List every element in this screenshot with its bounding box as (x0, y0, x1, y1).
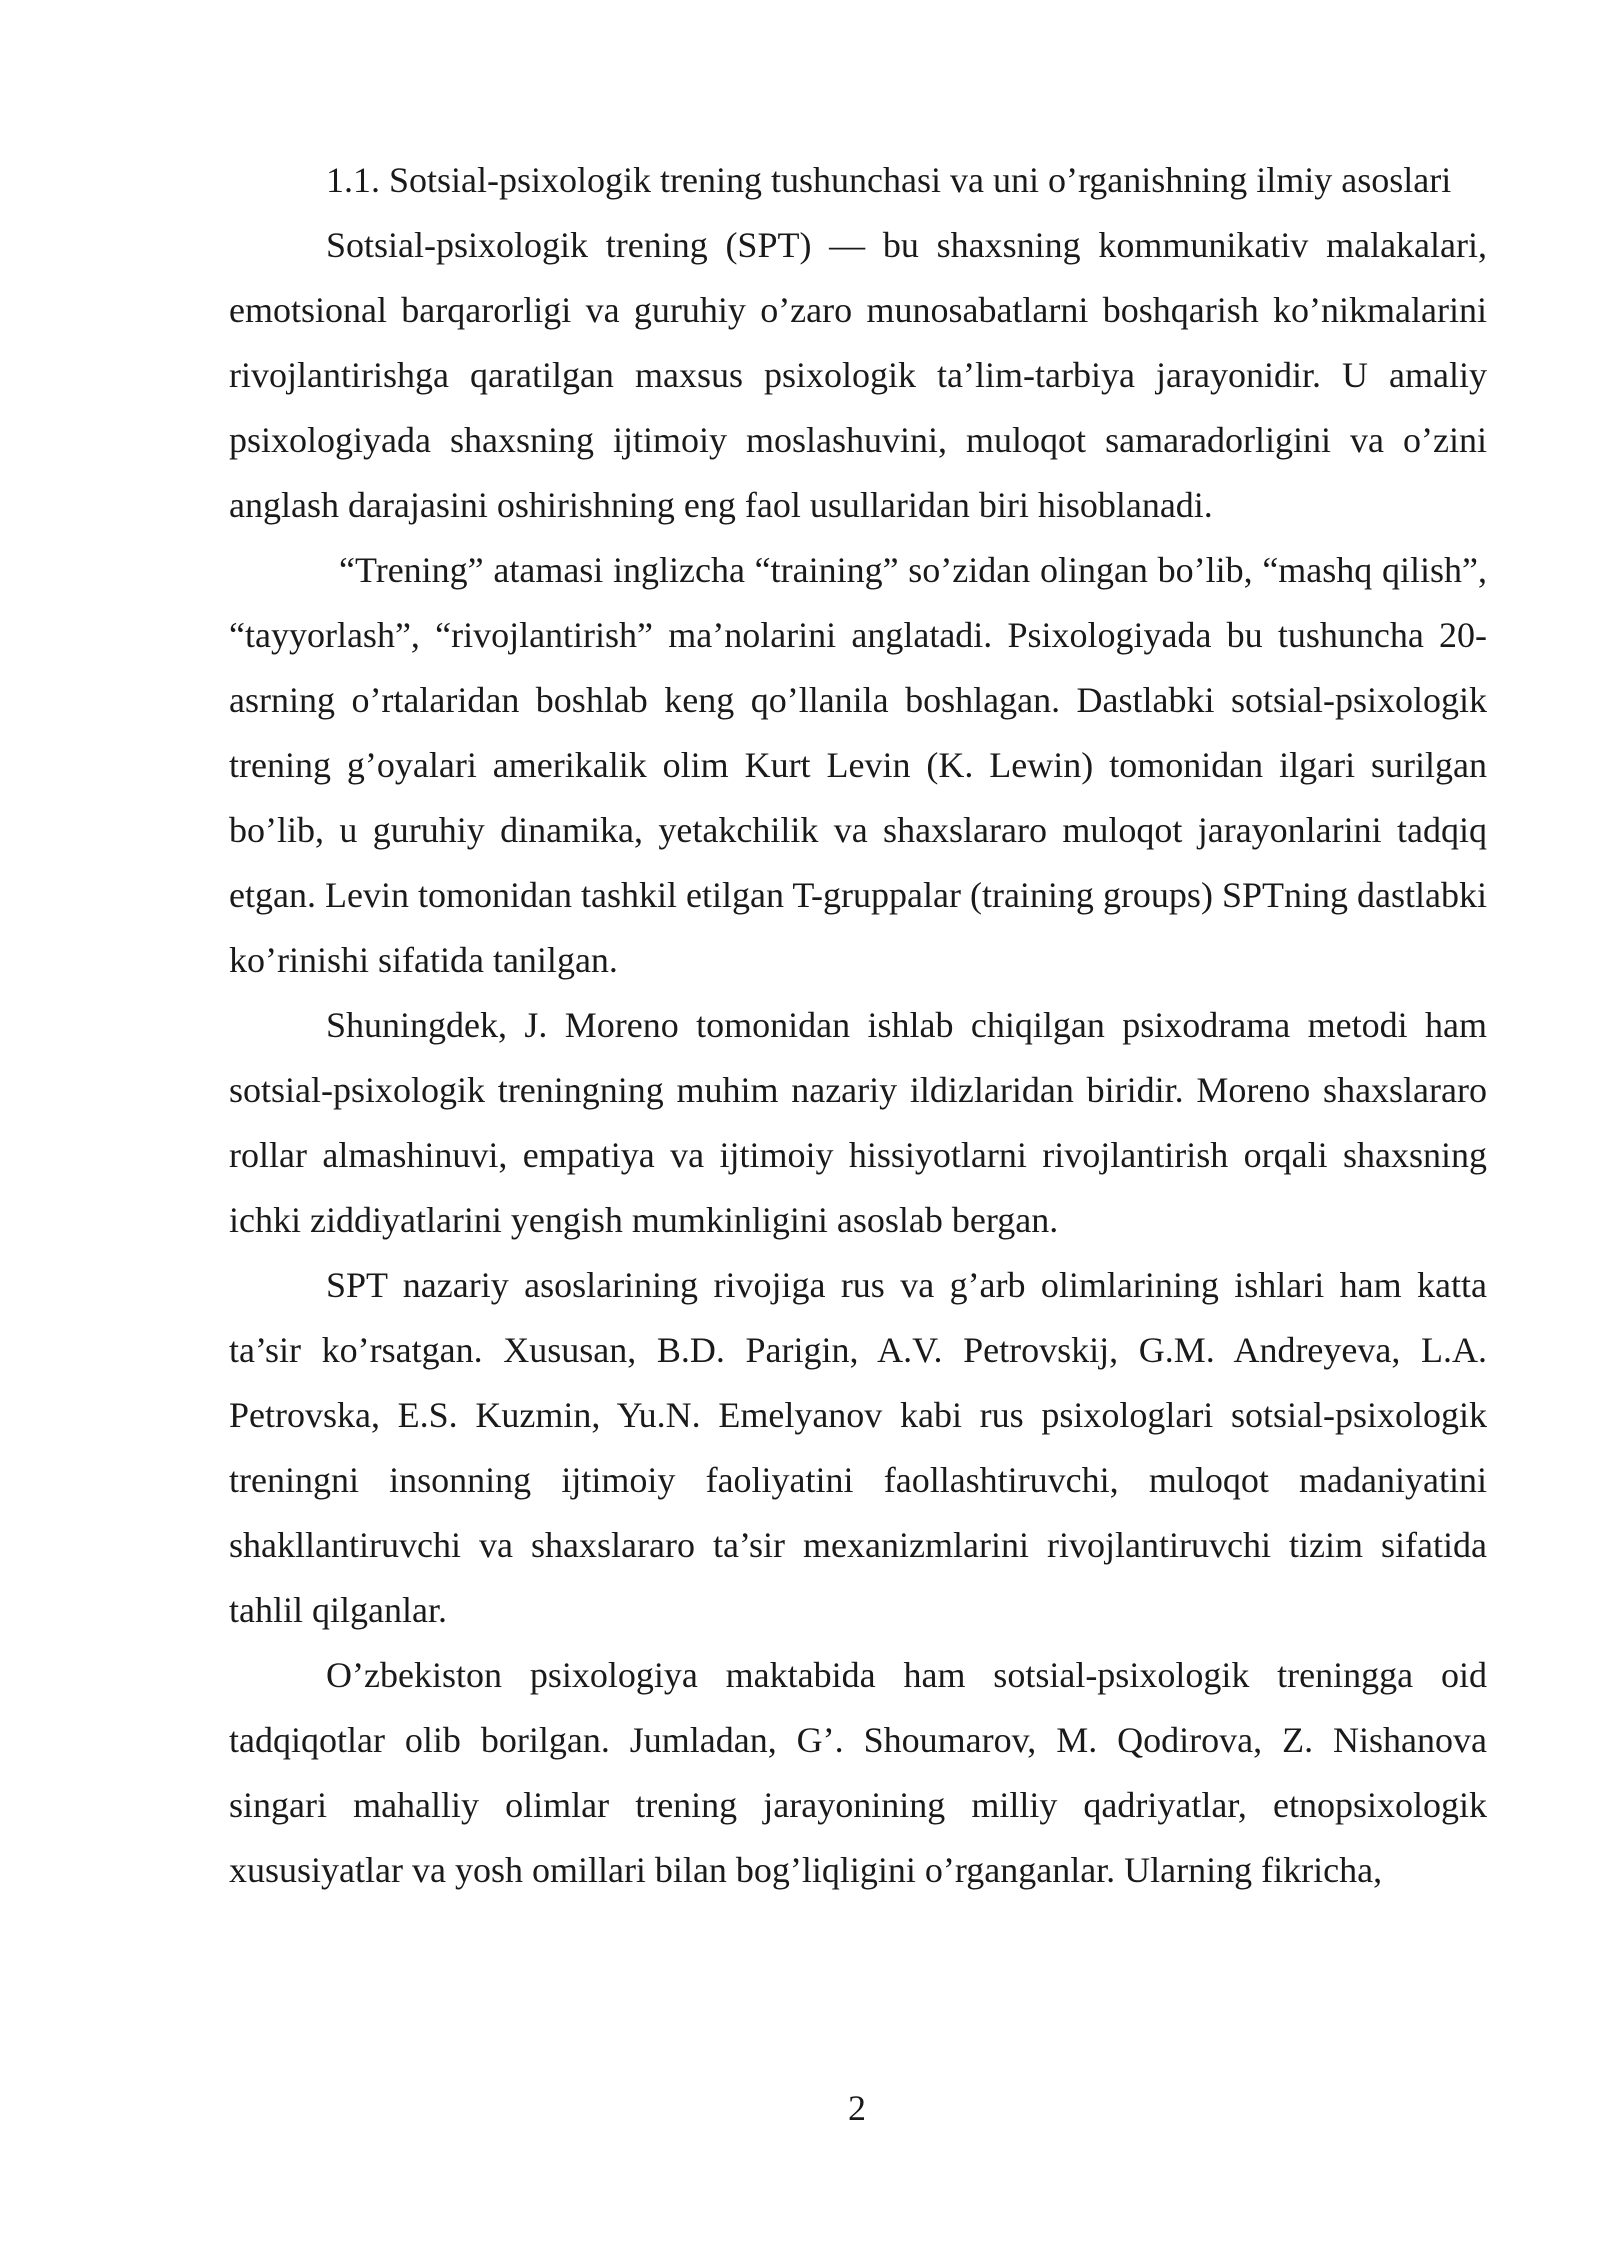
page-number: 2 (848, 2088, 866, 2128)
section-heading: 1.1. Sotsial-psixologik trening tushunchasi va uni o’rganishning ilmiy asoslari (326, 160, 1452, 200)
paragraph-theory: SPT nazariy asoslarining rivojiga rus va g’arb olimlarining ishlari ham katta ta’sir ko’rsatgan. Xususan, B.D. Parigin, A.V. Petrovskij, G.M. Andreyeva, L.A. Petrovska, E.S. Kuzmin, Yu.N. Emelyanov kabi rus psixologlari sotsial-psixologik treningni insonning ijtimoiy faoliyatini faollashtiruvchi, muloqot madaniyatini shakllantiruvchi va shaxslararo ta’sir mexanizmlarini rivojlantiruvchi tizim sifatida tahlil qilganlar. (229, 1265, 1487, 1630)
page-body (229, 148, 1487, 1903)
paragraph-moreno: Shuningdek, J. Moreno tomonidan ishlab chiqilgan psixodrama metodi ham sotsial-psixologik treningning muhim nazariy ildizlaridan biridir. Moreno shaxslararo rollar almashinuvi, empatiya va ijtimoiy hissiyotlarni rivojlantirish orqali shaxsning ichki ziddiyatlarini yengish mumkinligini asoslab bergan. (229, 1005, 1487, 1240)
paragraph-definition: Sotsial-psixologik trening (SPT) — bu shaxsning kommunikativ malakalari, emotsional barqarorligi va guruhiy o’zaro munosabatlarni boshqarish ko’nikmalarini rivojlantirishga qaratilgan maxsus psixologik ta’lim-tarbiya jarayonidir. U amaliy psixologiyada shaxsning ijtimoiy moslashuvini, muloqot samaradorligini va o’zini anglash darajasini oshirishning eng faol usullaridan biri hisoblanadi. (229, 225, 1487, 525)
paragraph-etymology: “Trening” atamasi inglizcha “training” so’zidan olingan bo’lib, “mashq qilish”, “tayyorlash”, “rivojlantirish” ma’nolarini anglatadi. Psixologiyada bu tushuncha 20-asrning o’rtalaridan boshlab keng qo’llanila boshlagan. Dastlabki sotsial-psixologik trening g’oyalari amerikalik olim Kurt Levin (K. Lewin) tomonidan ilgari surilgan bo’lib, u guruhiy dinamika, yetakchilik va shaxslararo muloqot jarayonlarini tadqiq etgan. Levin tomonidan tashkil etilgan T-gruppalar (training groups) SPTning dastlabki ko’rinishi sifatida tanilgan. (229, 550, 1487, 980)
paragraph-uzbekistan: O’zbekiston psixologiya maktabida ham sotsial-psixologik treningga oid tadqiqotlar olib borilgan. Jumladan, G’. Shoumarov, M. Qodirova, Z. Nishanova singari mahalliy olimlar trening jarayonining milliy qadriyatlar, etnopsixologik xususiyatlar va yosh omillari bilan bog’liqligini o’rganganlar. Ularning fikricha, (229, 1655, 1487, 1890)
